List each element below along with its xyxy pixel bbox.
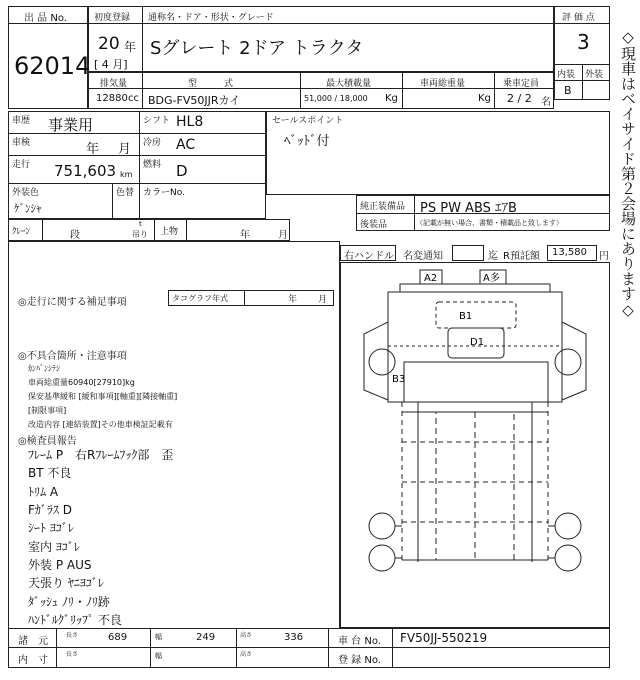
max-load-unit: Kg [385,93,398,104]
supplement-title: ◎走行に関する補足事項 [18,297,127,308]
mileage-value: 751,603 [54,162,117,180]
color-no-label: 色替 [116,188,135,198]
after-parts-label: 後装品 [360,220,388,230]
color-code-label: カラーNo. [143,188,185,198]
gross-unit: Kg [478,93,491,104]
truck-diagram [340,262,610,628]
inspector-line: ﾀﾞｯｼｭ ﾉﾘ・ﾉﾘ跡 [28,595,110,609]
interior-label: 内装 [557,70,576,80]
equipment-label: 純正装備品 [360,202,406,212]
mileage-unit: km [120,170,133,179]
name-label: 通称名・ドア・形状・グレード [148,13,274,23]
score-value: 3 [577,30,590,54]
width-value: 249 [196,632,216,643]
interior-dims-label: 内 寸 [18,655,48,666]
dims-label: 諸 元 [18,636,48,647]
inspection-label: 車検 [12,138,31,148]
damage-mark-b3: B3 [392,374,406,385]
model-code: BDG-FV50JJRカイ [148,94,241,107]
length-value: 689 [108,632,128,643]
displacement-unit: cc [128,93,139,104]
equipment-items: PS PW ABS ｴｱB [420,201,517,216]
exterior-color-label: 外装色 [12,188,40,198]
recycle-unit: 円 [599,251,609,262]
steering-side: 右ハンドル [344,251,394,262]
inspector-line: 外装 P AUS [28,558,92,572]
history-label: 車歴 [12,116,31,126]
crane-label: ｸﾚｰﾝ [12,227,31,237]
after-parts-note: （記載が無い場合、書類・積載品と致します） [416,219,563,227]
defect-line: ｶﾝﾊﾞﾝｼﾃｼ [28,364,60,373]
reg-month: [ 4 月] [94,58,128,71]
details-box [8,111,266,219]
shift-label: シフト [143,116,171,126]
width-label: 幅 [155,633,162,641]
exterior-label: 外装 [585,70,604,80]
fuel-label: 燃料 [143,160,162,170]
first-reg-label: 初度登録 [94,13,131,23]
mileage-label: 走行 [12,160,31,170]
displacement-label: 排気量 [100,79,128,89]
ac-value: AC [176,137,196,153]
max-load-label: 最大積載量 [326,79,372,89]
height-value: 336 [284,632,304,643]
reg-year-unit: 年 [124,40,137,54]
footer-box [8,628,610,668]
height-label: 高さ [240,651,253,658]
height-label: 高さ [240,632,253,639]
gross-weight-label: 車両総重量 [420,79,466,89]
inspection-month: 月 [118,142,132,157]
inspector-line: ﾊﾝﾄﾞﾙｸﾞﾘｯﾌﾟ 不良 [28,613,122,627]
inspection-year: 年 [86,142,100,157]
reg-year: 20 [98,34,120,54]
inspector-line: 室内 ﾖｺﾞﾚ [28,540,80,554]
history-value: 事業用 [48,116,94,134]
recycle-label: R預託額 [503,251,540,262]
inspector-line: ｼｰﾄ ﾖｺﾞﾚ [28,521,74,535]
inspector-line: ﾄﾘﾑ A [28,485,59,499]
crane-month: 月 [278,230,288,241]
length-label: 長さ [66,651,79,658]
inspector-line: ﾌﾚｰﾑ P 右Rﾌﾚｰﾑﾌｯｸ部 歪 [28,448,174,462]
inspector-title: ◎検査員報告 [18,436,77,447]
tachograph-label: タコグラフ年式 [172,294,228,303]
crane-hoist-unit: t [139,220,142,228]
inspector-line: 天張り ﾔﾆﾖｺﾞﾚ [28,576,104,590]
body-label: 上物 [160,227,179,237]
crane-year: 年 [240,230,250,241]
reg-label: 登 録 No. [338,655,381,666]
crane-stage: 段 [70,230,80,241]
defect-line: [制限事項] [28,406,67,415]
tachograph-month: 月 [318,295,328,305]
capacity-value: 2 / 2 [507,92,532,105]
inspector-line: BT 不良 [28,466,72,480]
chassis-label: 車 台 No. [338,636,381,647]
vehicle-name: Sグレート 2ドア トラクタ [150,38,364,59]
recycle-amount: 13,580 [552,247,587,258]
plate-mark: 迄 [488,251,498,262]
model-label: 型 式 [188,79,234,89]
score-label: 評 価 点 [562,13,595,23]
chassis-number: FV50JJ-550219 [400,631,488,645]
exterior-color-value: ｹﾞﾝｼｬ [14,202,42,215]
interior-grade: B [564,84,572,97]
damage-mark-a2: A2 [424,273,438,284]
sales-point-value: ﾍﾞｯﾄﾞ付 [284,134,330,149]
name-change-label: 名変通知 [403,251,443,262]
defect-line: 保安基準緩和 [緩和事項][軸重][隣接軸重] [28,392,178,401]
lot-number: 62014 [14,52,91,80]
capacity-unit: 名 [541,97,551,108]
sales-point-label: セールスポイント [272,116,344,126]
shift-value: HL8 [176,114,204,130]
damage-mark-b1: B1 [459,311,473,322]
defect-line: 車両総重量60940[27910]kg [28,378,135,387]
name-change-box [452,245,484,261]
damage-mark-a-multi: A多 [483,273,500,284]
max-load-value: 51,000 / 18,000 [304,94,368,103]
ac-label: 冷房 [143,138,162,148]
displacement-value: 12880 [96,93,128,104]
crane-hoist: 吊り [132,230,148,239]
venue-banner: ◇現車はベイサイド第２会場にあります◇ [619,28,637,319]
lot-label: 出 品 No. [24,13,67,24]
inspector-line: Fｶﾞﾗｽ D [28,503,72,517]
capacity-label: 乗車定員 [503,79,540,89]
width-label: 幅 [155,652,162,660]
defect-line: 改造内容 [連結装置]その他車検証記載有 [28,420,173,429]
length-label: 長さ [66,632,79,639]
fuel-value: D [176,162,188,180]
damage-mark-d1: D1 [470,337,485,348]
defects-title: ◎不具合箇所・注意事項 [18,351,127,362]
tachograph-year: 年 [288,295,298,305]
